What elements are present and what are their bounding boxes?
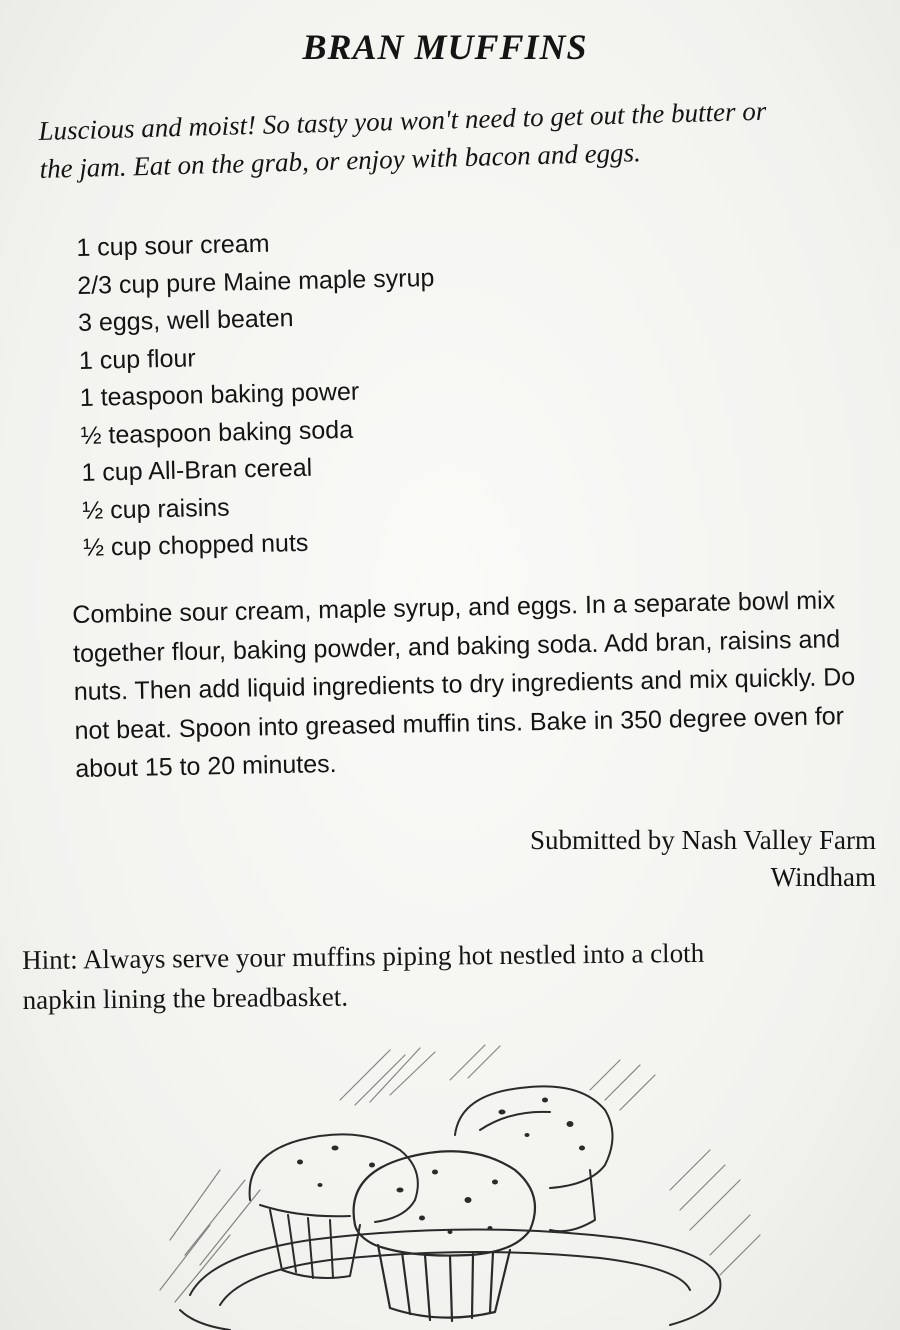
ingredient-item: 1 cup All-Bran cereal: [81, 453, 313, 487]
directions-line: Combine sour cream, maple syrup, and eggs. In a separate bowl mix: [72, 586, 836, 629]
ingredient-item: ½ cup chopped nuts: [82, 528, 309, 562]
muffins-on-plate-sketch-icon: [150, 1040, 770, 1330]
ingredient-item: 1 cup sour cream: [76, 229, 270, 262]
hint-line: Hint: Always serve your muffins piping hot nestled into a cloth: [22, 937, 705, 975]
directions-line: together flour, baking powder, and baking soda. Add bran, raisins and: [72, 624, 841, 668]
intro-line: Luscious and moist! So tasty you won't need to get out the butter or: [38, 95, 767, 146]
hint-line: napkin lining the breadbasket.: [22, 981, 349, 1015]
intro-line: the jam. Eat on the grab, or enjoy with bacon and eggs.: [39, 137, 642, 184]
recipe-intro: [38, 89, 880, 188]
credit-location: Windham: [770, 862, 876, 892]
ingredient-list: [76, 222, 441, 568]
recipe-title: BRAN MUFFINS: [302, 27, 588, 67]
credit-submitter: Submitted by Nash Valley Farm: [530, 825, 876, 855]
directions-line: nuts. Then add liquid ingredients to dry ingredients and mix quickly. Do: [73, 662, 856, 706]
recipe-directions: [72, 581, 876, 789]
ingredient-item: 1 cup flour: [78, 343, 196, 375]
ingredient-item: ½ teaspoon baking soda: [80, 415, 354, 450]
recipe-credit: [530, 822, 876, 896]
directions-line: about 15 to 20 minutes.: [75, 749, 337, 783]
ingredient-item: 1 teaspoon baking power: [79, 377, 360, 412]
ingredient-item: 2/3 cup pure Maine maple syrup: [76, 263, 435, 300]
ingredient-item: 3 eggs, well beaten: [77, 304, 294, 337]
recipe-hint: [22, 931, 883, 1020]
directions-line: not beat. Spoon into greased muffin tins. Bake in 350 degree oven for: [74, 701, 845, 745]
ingredient-item: ½ cup raisins: [82, 493, 230, 525]
